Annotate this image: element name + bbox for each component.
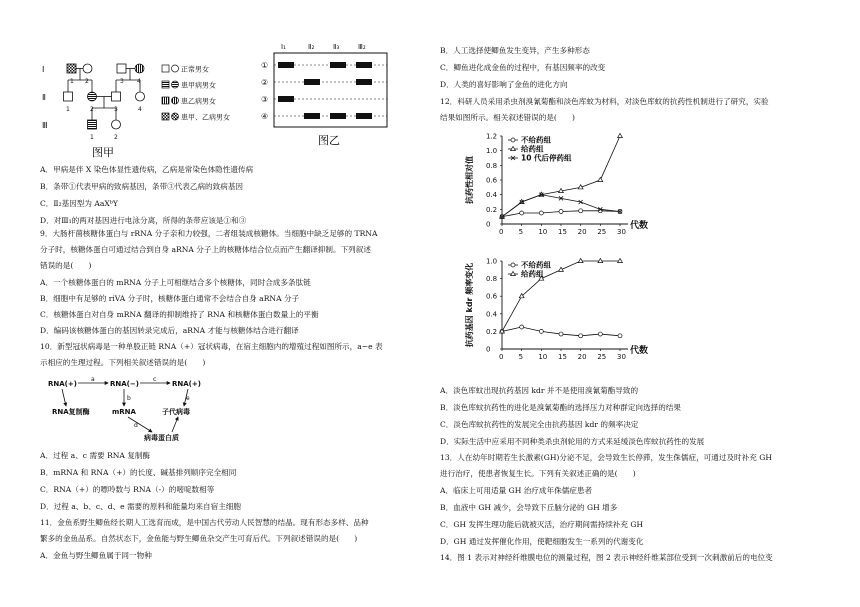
y-axis-label: 抗药基因 kdr 频率变化 [465, 262, 474, 348]
y-tick-label: 0.4 [486, 310, 498, 319]
kdr-frequency-chart [460, 253, 660, 378]
legend-disease-ab: 患甲、乙病男女 [181, 113, 230, 122]
q8-option-a: A．甲病是伴 X 染色体显性遗传病，乙病是常染色体隐性遗传病 [40, 165, 254, 174]
svg-text:4: 4 [138, 106, 142, 113]
data-point [598, 258, 603, 262]
y-tick-label: 0.6 [486, 176, 498, 185]
x-tick-label: 25 [597, 353, 607, 361]
data-point [539, 211, 543, 215]
x-axis-label: 代数 [630, 221, 649, 231]
q10-option-b: B．mRNA 和 RNA（+）的长度、碱基排列顺序完全相同 [40, 468, 237, 477]
y-tick-label: 1.0 [486, 147, 498, 156]
q12-stem: 结果如图所示。相关叙述错误的是( ) [440, 113, 576, 122]
data-point [559, 332, 563, 336]
data-point [598, 177, 603, 181]
q10-option-a: A．过程 a、c 需要 RNA 复制酶 [40, 451, 151, 460]
svg-text:④: ④ [261, 112, 269, 121]
q11-option-b: B．人工选择使鲫鱼发生变异，产生多种形态 [440, 46, 590, 55]
gen-label: Ⅱ [42, 93, 46, 102]
q9-option-c: C．核糖体蛋白对自身 mRNA 翻译的抑制维持了 RNA 和核糖体蛋白数量上的平衡 [40, 310, 319, 319]
q10-stem: 10．新型冠状病毒是一种单股正链 RNA（+）冠状病毒，在宿主细胞内的增殖过程如图所示，a~e 表 [40, 342, 383, 351]
series-line [502, 136, 620, 217]
arrow-label-a: a [91, 376, 95, 383]
svg-text:Ⅱ₂: Ⅱ₂ [308, 43, 315, 51]
svg-text:2: 2 [114, 134, 118, 141]
legend-marker [511, 138, 515, 142]
q12-stem: 12．科研人员采用杀虫剂溴氰菊酯和淡色库蚊为材料，对淡色库蚊的抗药性机制进行了研究，实验 [440, 97, 769, 106]
x-tick-label: 0 [499, 228, 504, 236]
node-viral-protein: 病毒蛋白质 [144, 434, 179, 442]
q9-option-b: B．细胞中有足够的 riVA 分子时，核糖体蛋白通常不会结合自身 aRNA 分子 [40, 294, 300, 303]
q13-option-d: D．GH 通过发挥催化作用，使靶细胞发生一系列的代谢变化 [440, 537, 644, 546]
svg-text:②: ② [261, 78, 269, 87]
node-rna-minus: RNA(−) [110, 380, 139, 388]
y-tick-label: 1.2 [486, 132, 498, 141]
q14-stem: 14．图 1 表示对神经纤维膜电位的测量过程，图 2 表示神经纤维某部位受到一次刺激前后的电位变 [440, 553, 773, 562]
virus-replication-diagram [48, 374, 238, 444]
q9-stem: 分子时，核糖体蛋白可通过结合到自身 aRNA 分子上的核糖体结合位点而产生翻译抑制。下列叙述 [40, 245, 371, 254]
data-point [618, 258, 623, 262]
svg-text:2: 2 [90, 106, 94, 113]
data-point [520, 211, 524, 215]
y-tick-label: 0.8 [486, 275, 498, 284]
q9-stem: 错误的是( ) [40, 261, 92, 270]
q13-option-a: A．临床上可用适量 GH 治疗成年侏儒症患者 [440, 486, 593, 495]
legend-marker [511, 146, 516, 150]
q10-option-d: D．过程 a、b、c、d、e 需要的原料和能量均来自宿主细胞 [40, 502, 241, 511]
q11-option-c: C．鲫鱼进化成金鱼的过程中，有基因频率的改变 [440, 63, 606, 72]
x-tick-label: 10 [538, 353, 548, 361]
x-tick-label: 30 [617, 353, 626, 361]
legend-marker [511, 263, 515, 267]
arrow-label-e: e [186, 395, 190, 402]
q8-option-b: B．条带①代表甲病的致病基因，条带③代表乙病的致病基因 [40, 182, 244, 191]
y-tick-label: 0 [486, 345, 491, 354]
svg-text:Ⅲ₂: Ⅲ₂ [358, 43, 366, 51]
svg-text:Ⅱ₃: Ⅱ₃ [333, 43, 340, 51]
legend-label: 不给药组 [521, 260, 551, 270]
arrow-label-d: d [134, 422, 138, 429]
data-point [578, 258, 583, 262]
gen-label: Ⅰ [42, 65, 45, 74]
svg-text:1: 1 [90, 134, 94, 141]
svg-text:1: 1 [70, 78, 74, 85]
data-point [520, 325, 524, 329]
x-tick-label: 30 [617, 228, 626, 236]
q11-option-a: A．金鱼与野生鲫鱼属于同一物种 [40, 551, 152, 560]
x-tick-label: 20 [577, 228, 587, 236]
q11-stem: 11．金鱼系野生鲫鱼经长期人工选育而成，是中国古代劳动人民智慧的结晶。现有形态多样、品种 [40, 518, 369, 527]
arrow-label-c: c [153, 376, 157, 383]
x-tick-label: 20 [577, 353, 587, 361]
q12-option-d: D．实际生活中应采用不同种类杀虫剂轮用的方式来延缓淡色库蚊抗药性的发展 [440, 437, 705, 446]
q9-option-a: A．一个核糖体蛋白的 mRNA 分子上可相继结合多个核糖体，同时合成多条肽链 [40, 278, 311, 287]
y-tick-label: 0.4 [486, 191, 498, 200]
x-tick-label: 5 [518, 228, 524, 236]
legend-marker [511, 271, 516, 275]
q10-option-c: C．RNA（+）的嘌呤数与 RNA（-）的嘧啶数相等 [40, 485, 215, 494]
x-tick-label: 5 [518, 353, 524, 361]
legend-label: 不给药组 [521, 135, 551, 145]
q13-option-c: C．GH 发挥生理功能后就被灭活，治疗期间需持续补充 GH [440, 520, 644, 529]
q13-option-b: B．血液中 GH 减少，会导致下丘脑分泌的 GH 增多 [440, 503, 618, 512]
y-tick-label: 0.2 [486, 205, 498, 214]
electrophoresis-caption: 图乙 [318, 134, 340, 147]
svg-text:①: ① [261, 61, 269, 70]
node-rna-plus-2: RNA(+) [172, 380, 201, 388]
q8-option-d: D．对Ⅲ₁的两对基因进行电泳分离，所得的条带应该是①和③ [40, 216, 247, 225]
node-rna-plus: RNA(+) [48, 380, 77, 388]
svg-text:3: 3 [114, 106, 118, 113]
x-tick-label: 0 [499, 353, 504, 361]
svg-text:2: 2 [85, 78, 89, 85]
y-tick-label: 0.2 [486, 327, 498, 336]
node-rna-replicase: RNA复制酶 [52, 408, 90, 416]
resistance-chart [460, 128, 660, 253]
legend-disease-b: 患乙病男女 [181, 97, 216, 106]
x-tick-label: 25 [597, 228, 607, 236]
data-point [579, 334, 583, 338]
x-axis-label: 代数 [630, 346, 649, 356]
y-tick-label: 0.8 [486, 161, 498, 170]
arrow-label-b: b [127, 395, 131, 402]
data-point [618, 133, 623, 137]
q11-option-d: D．人类的喜好影响了金鱼的进化方向 [440, 80, 568, 89]
pedigree-caption: 图甲 [92, 146, 114, 159]
q13-stem: 13．人在幼年时期若生长激素(GH)分泌不足，会导致生长停滞，发生侏儒症，可通过及时补充 GH [440, 453, 772, 462]
node-progeny-virus: 子代病毒 [162, 408, 190, 416]
q12-option-b: B．淡色库蚊抗药性的进化是溴氰菊酯的选择压力对种群定向选择的结果 [440, 403, 681, 412]
q10-stem: 示相应的生理过程。下列相关叙述错误的是( ) [40, 358, 206, 367]
svg-text:1: 1 [66, 106, 70, 113]
legend-label: 给药组 [521, 269, 544, 279]
legend-disease-a: 患甲病男女 [181, 81, 216, 90]
electrophoresis-figure [260, 40, 410, 150]
legend-normal: 正常男女 [181, 65, 209, 74]
legend-label: 给药组 [521, 144, 544, 154]
x-tick-label: 15 [558, 228, 567, 236]
data-point [559, 210, 563, 214]
gen-label: Ⅲ [42, 121, 48, 130]
y-axis-label: 抗药性相对值 [465, 156, 474, 204]
data-point [539, 329, 543, 333]
data-point [618, 334, 622, 338]
q12-option-a: A．淡色库蚊出现抗药基因 kdr 并不是使用溴氰菊酯导致的 [440, 386, 639, 395]
q9-stem: 9．大肠杆菌核糖体蛋白与 rRNA 分子亲和力较强，二者组装成核糖体。当细胞中缺乏足够的 TRNA [40, 229, 378, 238]
y-tick-label: 0 [486, 220, 491, 229]
svg-text:③: ③ [261, 95, 269, 104]
q12-option-c: C．淡色库蚊抗药性的发展完全由抗药基因 kdr 的频率决定 [440, 420, 639, 429]
svg-text:3: 3 [120, 78, 124, 85]
q13-stem: 进行治疗，使患者恢复生长。下列有关叙述正确的是( ) [440, 469, 636, 478]
pedigree-figure [40, 52, 240, 162]
svg-text:Ⅰ₁: Ⅰ₁ [281, 43, 286, 51]
x-tick-label: 15 [558, 353, 567, 361]
y-tick-label: 0.6 [486, 292, 498, 301]
q8-option-c: C．Ⅱ₂基因型为 AaXᵇY [40, 199, 118, 208]
y-tick-label: 1.0 [486, 257, 498, 266]
data-point [579, 209, 583, 213]
legend-label: 10 代后停药组 [521, 153, 572, 163]
q9-option-d: D．编码该核糖体蛋白的基因转录完成后，aRNA 才能与核糖体结合进行翻译 [40, 326, 299, 335]
node-mrna: mRNA [112, 408, 136, 416]
x-tick-label: 10 [538, 228, 548, 236]
q11-stem: 繁多的金鱼品系。自然状态下，金鱼能与野生鲫鱼杂交产生可育后代。下列叙述错误的是( ) [40, 534, 358, 543]
data-point [598, 332, 602, 336]
svg-text:4: 4 [137, 78, 141, 85]
